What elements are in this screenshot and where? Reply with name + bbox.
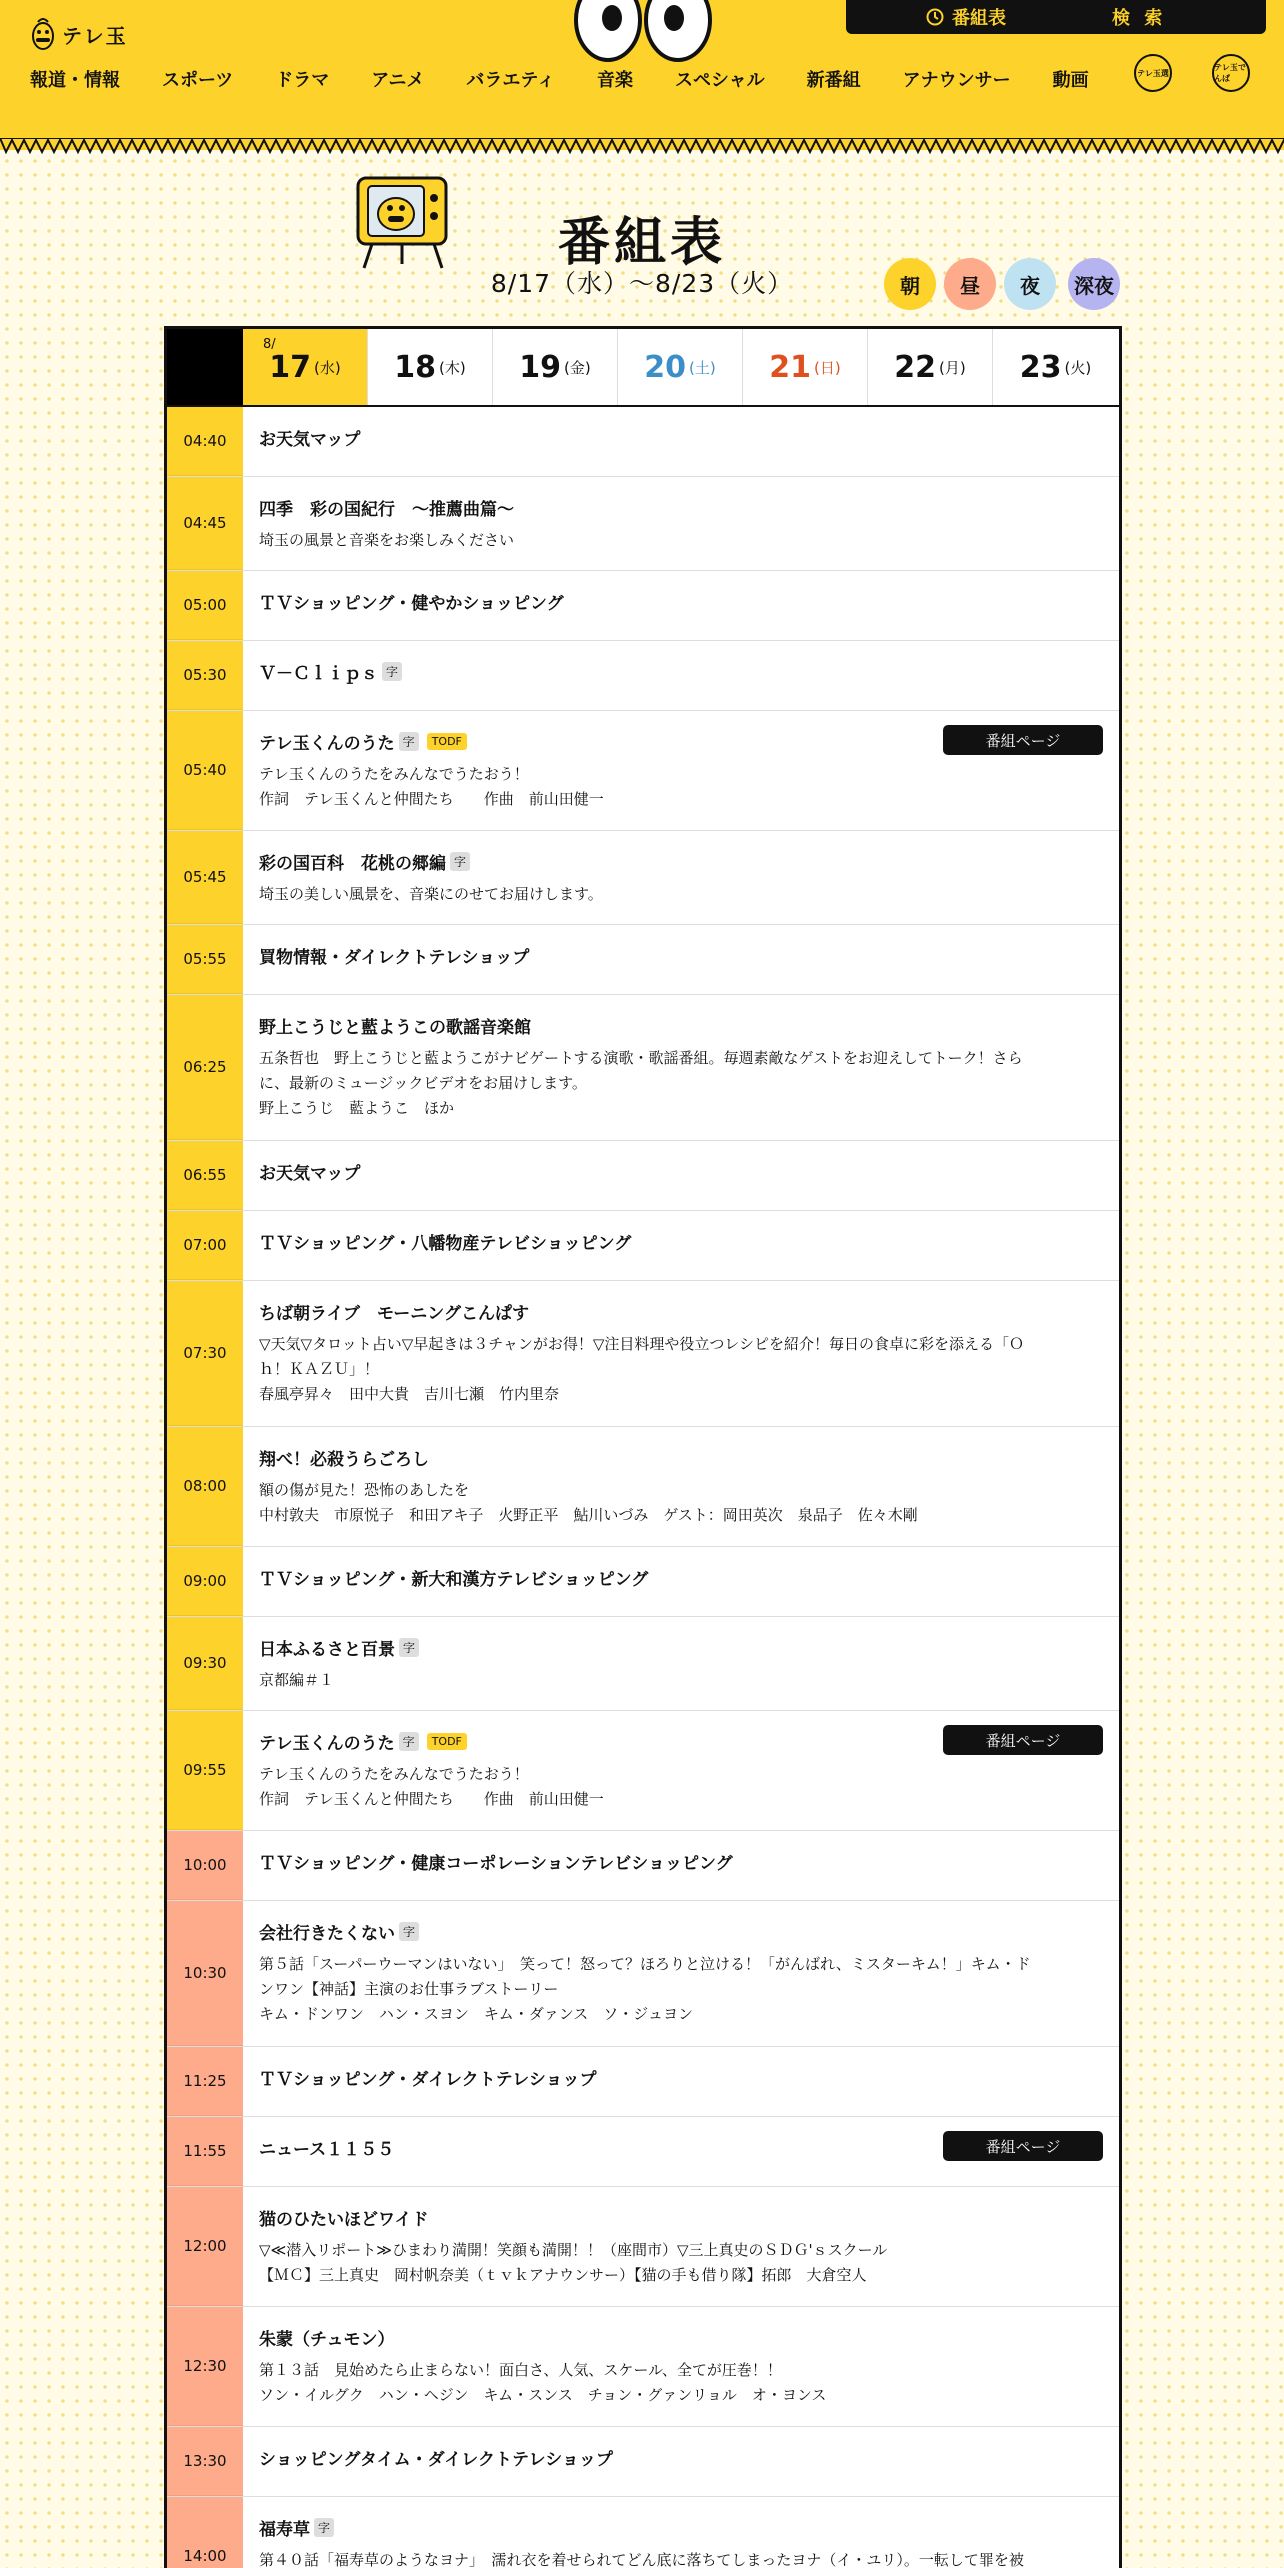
nav-news[interactable]: 報道・情報 (30, 70, 120, 91)
program-guide-label: 番組表 (952, 8, 1006, 29)
logo-text: テレ玉 (62, 23, 128, 48)
program-title: 朱蒙（チュモン） (259, 2330, 395, 2350)
teletama-mascot-icon (30, 16, 56, 52)
program-time: 08:00 (167, 1427, 243, 1546)
program-cell (243, 2117, 1119, 2186)
program-description: ｈ！ＫＡＺＵ」！ (259, 1360, 380, 1378)
program-title: ショッピングタイム・ダイレクトテレショップ (259, 2450, 613, 2470)
nav-special[interactable]: スペシャル (674, 70, 765, 91)
program-description: 埼玉の美しい風景を、音楽にのせてお届けします。 (259, 885, 603, 903)
program-cell (243, 407, 1119, 476)
program-description: ンワン【神話】主演のお仕事ラブストーリー (259, 1980, 559, 1998)
day-tab-18[interactable] (368, 329, 493, 405)
program-row[interactable] (167, 1141, 1119, 1211)
program-description: 額の傷が見た！恐怖のあしたを (259, 1481, 470, 1499)
program-title: 翔べ！必殺うらごろし (259, 1450, 429, 1470)
program-description: 埼玉の風景と音楽をお楽しみください (259, 531, 515, 549)
day-weekday: (水) (314, 358, 341, 377)
program-time: 07:00 (167, 1211, 243, 1280)
program-description: テレ玉くんのうたをみんなでうたおう！ (259, 765, 529, 783)
program-credits: ソン・イルグク ハン・ヘジン キム・スンス チョン・グァンリョル オ・ヨンス (259, 2386, 827, 2404)
day-tab-19[interactable] (493, 329, 618, 405)
program-time: 05:40 (167, 711, 243, 830)
program-page-button[interactable]: 番組ページ (943, 1725, 1103, 1755)
program-title: 彩の国百科 花桃の郷編 (259, 854, 446, 874)
program-description: 第５話「スーパーウーマンはいない」 笑って！怒って？ほろりと泣ける！「がんばれ、ミスターキム！」キム・ド (259, 1955, 1031, 1973)
program-row[interactable] (167, 2117, 1119, 2187)
program-row[interactable] (167, 2047, 1119, 2117)
day-number: 23 (1019, 349, 1062, 385)
day-tab-23[interactable] (993, 329, 1118, 405)
todf-badge: TODF (427, 733, 467, 750)
program-row[interactable] (167, 831, 1119, 925)
program-time: 12:00 (167, 2187, 243, 2306)
program-cell (243, 1547, 1119, 1616)
program-description: に、最新のミュージックビデオをお届けします。 (259, 1074, 587, 1092)
day-weekday: (木) (439, 358, 466, 377)
program-description: 第１３話 見始めたら止まらない！面白さ、人気、スケール、全てが圧巻！！ (259, 2361, 782, 2379)
teletama-denpa-label: テレ玉でんぱ (1214, 63, 1246, 83)
nav-anime[interactable]: アニメ (371, 70, 425, 91)
header-zigzag-edge (0, 138, 1284, 154)
program-cell (243, 2427, 1119, 2496)
program-description: ▽≪潜入リポート≫ひまわり満開！笑顔も満開！！（座間市）▽三上真史のＳＤＧ'ｓスクール (259, 2241, 888, 2259)
program-cell (243, 1141, 1119, 1210)
program-credits: 【ＭＣ】三上真史 岡村帆奈美（ｔｖｋアナウンサー）【猫の手も借り隊】拓郎 大倉空人 (259, 2266, 867, 2284)
program-row[interactable] (167, 1617, 1119, 1711)
todf-badge: TODF (427, 1733, 467, 1750)
program-page-button[interactable]: 番組ページ (943, 725, 1103, 755)
program-time: 09:55 (167, 1711, 243, 1830)
program-row[interactable] (167, 1901, 1119, 2047)
search-link[interactable] (1112, 4, 1166, 30)
tod-noon-button[interactable]: 昼 (944, 258, 996, 310)
program-title: 買物情報・ダイレクトテレショップ (259, 948, 530, 968)
program-title: ニュース１１５５ (259, 2140, 395, 2160)
tod-night-button[interactable]: 夜 (1004, 258, 1056, 310)
program-credits: 作詞 テレ玉くんと仲間たち 作曲 前山田健一 (259, 790, 604, 808)
day-tab-20[interactable] (618, 329, 743, 405)
nav-sports[interactable]: スポーツ (162, 70, 234, 91)
program-time: 05:45 (167, 831, 243, 924)
program-time: 09:30 (167, 1617, 243, 1710)
program-cell (243, 2047, 1119, 2116)
program-time: 05:30 (167, 641, 243, 710)
tod-morning-button[interactable]: 朝 (884, 258, 936, 310)
day-weekday: (日) (814, 358, 841, 377)
day-number: 22 (894, 349, 937, 385)
nav-announcers[interactable]: アナウンサー (902, 70, 1011, 91)
teletama-select-button[interactable] (1134, 54, 1172, 92)
program-cell (243, 1617, 1119, 1710)
program-row[interactable] (167, 925, 1119, 995)
program-cell (243, 2497, 1119, 2568)
day-number: 18 (394, 349, 437, 385)
program-cell (243, 2187, 1119, 2306)
day-tab-22[interactable] (868, 329, 993, 405)
day-weekday: (土) (689, 358, 716, 377)
program-title: ＴＶショッピング・ダイレクトテレショップ (259, 2070, 597, 2090)
day-header-corner (167, 329, 243, 405)
teletama-select-label: テレ玉選 (1137, 68, 1169, 78)
day-number: 20 (644, 349, 687, 385)
program-credits: 中村敦夫 市原悦子 和田アキ子 火野正平 鮎川いづみ ゲスト：岡田英次 泉品子 佐々木剛 (259, 1506, 918, 1524)
subtitle-badge: 字 (450, 852, 470, 871)
program-time: 10:30 (167, 1901, 243, 2046)
program-title: 四季 彩の国紀行 ～推薦曲篇～ (259, 500, 514, 520)
program-row[interactable] (167, 2307, 1119, 2427)
day-month: 8/ (263, 337, 276, 352)
program-description: テレ玉くんのうたをみんなでうたおう！ (259, 1765, 529, 1783)
subtitle-badge: 字 (399, 1638, 419, 1657)
subtitle-badge: 字 (399, 1922, 419, 1941)
program-time: 06:55 (167, 1141, 243, 1210)
program-cell (243, 1427, 1119, 1546)
program-time: 14:00 (167, 2497, 243, 2568)
day-number: 21 (769, 349, 812, 385)
program-row[interactable] (167, 1427, 1119, 1547)
subtitle-badge: 字 (314, 2518, 334, 2537)
program-cell (243, 1281, 1119, 1426)
program-row[interactable] (167, 2427, 1119, 2497)
program-cell (243, 571, 1119, 640)
program-title: ＴＶショッピング・新大和漢方テレビショッピング (259, 1570, 649, 1590)
day-number: 17 (269, 349, 312, 385)
program-description: 京都編＃１ (259, 1671, 335, 1689)
program-row[interactable] (167, 995, 1119, 1141)
page-title: 番組表 (557, 213, 726, 273)
program-title: 日本ふるさと百景 (259, 1640, 395, 1660)
day-tab-21[interactable] (743, 329, 868, 405)
program-row[interactable] (167, 407, 1119, 477)
program-title: 福寿草 (259, 2520, 310, 2540)
program-time: 06:25 (167, 995, 243, 1140)
program-time: 11:25 (167, 2047, 243, 2116)
program-time: 10:00 (167, 1831, 243, 1900)
nav-videos[interactable]: 動画 (1052, 70, 1089, 91)
program-time: 04:40 (167, 407, 243, 476)
program-row[interactable] (167, 477, 1119, 571)
nav-music[interactable]: 音楽 (596, 70, 633, 91)
program-time: 11:55 (167, 2117, 243, 2186)
program-title: ＴＶショッピング・八幡物産テレビショッピング (259, 1234, 632, 1254)
day-weekday: (月) (939, 358, 966, 377)
program-row[interactable] (167, 2187, 1119, 2307)
program-title: 野上こうじと藍ようこの歌謡音楽館 (259, 1018, 531, 1038)
program-title: お天気マップ (259, 430, 361, 450)
program-title: 会社行きたくない (259, 1924, 395, 1944)
subtitle-badge: 字 (399, 1732, 419, 1751)
program-cell (243, 831, 1119, 924)
program-description: ▽天気▽タロット占い▽早起きは３チャンがお得！▽注目料理や役立つレシピを紹介！毎日の食卓に彩を添える「Ｏ (259, 1335, 1025, 1353)
program-title: ＴＶショッピング・健やかショッピング (259, 594, 564, 614)
nav-drama[interactable]: ドラマ (275, 70, 330, 91)
program-title: テレ玉くんのうた (259, 1734, 395, 1754)
program-row[interactable] (167, 1547, 1119, 1617)
program-cell (243, 2307, 1119, 2426)
program-title: ＴＶショッピング・健康コーポレーションテレビショッピング (259, 1854, 733, 1874)
search-label: 検 索 (1112, 8, 1167, 29)
tod-late-night-button[interactable]: 深夜 (1068, 258, 1120, 310)
day-selector (167, 329, 1119, 407)
nav-variety[interactable]: バラエティ (466, 70, 555, 91)
program-row[interactable] (167, 641, 1119, 711)
nav-new-programs[interactable]: 新番組 (806, 70, 861, 91)
program-time: 05:00 (167, 571, 243, 640)
program-title: ちば朝ライブ モーニングこんぱす (259, 1304, 529, 1324)
program-title: 猫のひたいほどワイド (259, 2210, 429, 2230)
program-cell (243, 1831, 1119, 1900)
program-time: 04:45 (167, 477, 243, 570)
program-time: 12:30 (167, 2307, 243, 2426)
program-row[interactable] (167, 571, 1119, 641)
program-title: Ｖ－Ｃｌｉｐｓ (259, 664, 378, 684)
main-nav (30, 66, 1089, 92)
program-row[interactable] (167, 1831, 1119, 1901)
mascot-eyes-icon (568, 0, 718, 62)
program-title: お天気マップ (259, 1164, 361, 1184)
date-range: 8/17（水）〜8/23（火） (490, 269, 794, 298)
program-row[interactable] (167, 711, 1119, 831)
top-utility-bar (846, 0, 1266, 34)
program-credits: 野上こうじ 藍ようこ ほか (259, 1099, 455, 1117)
program-time: 07:30 (167, 1281, 243, 1426)
program-title: テレ玉くんのうた (259, 734, 395, 754)
program-cell (243, 925, 1119, 994)
program-cell (243, 711, 1119, 830)
program-cell (243, 1211, 1119, 1280)
program-cell (243, 641, 1119, 710)
program-credits: 春風亭昇々 田中大貴 吉川七瀬 竹内里奈 (259, 1385, 560, 1403)
day-number: 19 (519, 349, 562, 385)
program-cell (243, 477, 1119, 570)
program-row[interactable] (167, 2497, 1119, 2568)
program-schedule-table (164, 326, 1122, 2568)
program-time: 05:55 (167, 925, 243, 994)
program-cell (243, 995, 1119, 1140)
program-time: 13:30 (167, 2427, 243, 2496)
clock-icon (926, 8, 944, 26)
program-guide-link[interactable] (926, 4, 1006, 30)
program-row[interactable] (167, 1281, 1119, 1427)
program-credits: キム・ドンワン ハン・スヨン キム・ダァンス ソ・ジュヨン (259, 2005, 693, 2023)
program-page-button[interactable]: 番組ページ (943, 2131, 1103, 2161)
site-logo[interactable] (30, 16, 128, 52)
day-weekday: (金) (564, 358, 591, 377)
program-cell (243, 1711, 1119, 1830)
teletama-denpa-button[interactable] (1212, 54, 1250, 92)
site-header (0, 0, 1284, 150)
program-row[interactable] (167, 1711, 1119, 1831)
program-row[interactable] (167, 1211, 1119, 1281)
program-credits: 作詞 テレ玉くんと仲間たち 作曲 前山田健一 (259, 1790, 604, 1808)
program-description: 五条哲也 野上こうじと藍ようこがナビゲートする演歌・歌謡番組。毎週素敵なゲストをお迎えしてトーク！さら (259, 1049, 1023, 1067)
program-cell (243, 1901, 1119, 2046)
subtitle-badge: 字 (382, 662, 402, 681)
subtitle-badge: 字 (399, 732, 419, 751)
day-weekday: (火) (1064, 358, 1092, 377)
program-time: 09:00 (167, 1547, 243, 1616)
program-description: 第４０話「福寿草のようなヨナ」 濡れ衣を着せられてどん底に落ちてしまったヨナ（イ・ユリ）。一転して罪を被 (259, 2551, 1024, 2568)
day-tab-17[interactable] (243, 329, 368, 405)
